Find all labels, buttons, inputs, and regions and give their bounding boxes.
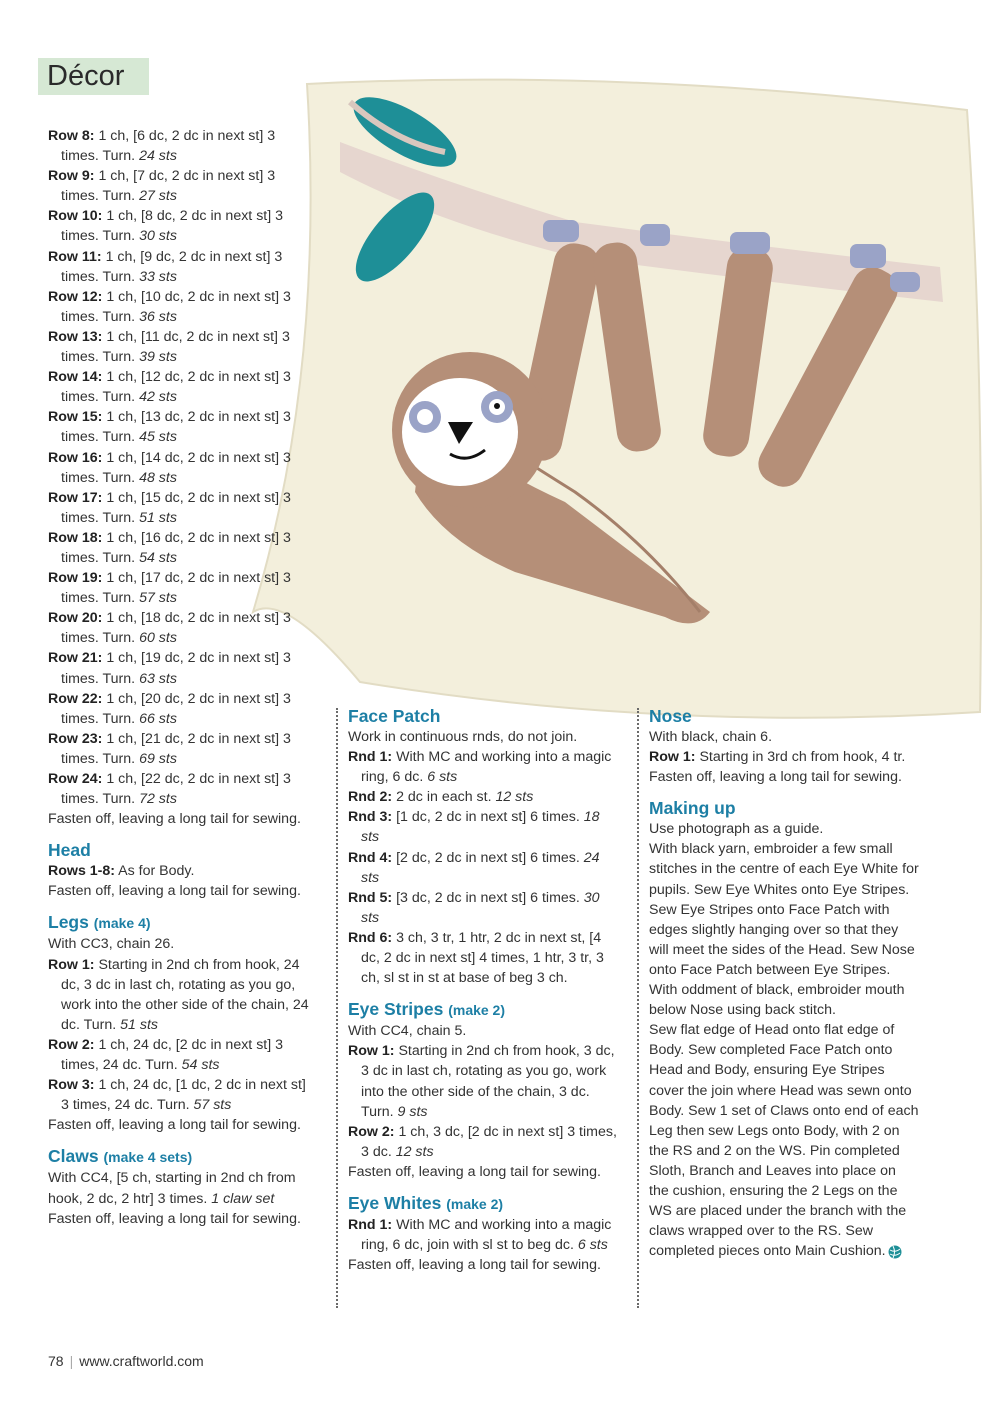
pattern-row: Row 9: 1 ch, [7 dc, 2 dc in next st] 3 times. Turn. 27 sts [48,168,276,205]
pattern-row: Row 11: 1 ch, [9 dc, 2 dc in next st] 3 times. Turn. 33 sts [48,248,283,285]
making-up-p2: With black yarn, embroider a few small stitches in the centre of each Eye White for pupils. Sew Eye Whites onto Eye Stripes. Sew Eye Stripes onto Face Patch with edges slightly hanging over so that they will meet the sides of the Head. Sew Nose onto Face Patch between Eye Stripes. With oddment of black, embroider mouth below Nose using back stitch. [649,841,919,1019]
section-tag: Décor [38,58,149,95]
column-divider [336,708,338,1308]
pattern-row: Row 23: 1 ch, [21 dc, 2 dc in next st] 3 times. Turn. 69 sts [48,730,291,767]
pattern-row: Row 17: 1 ch, [15 dc, 2 dc in next st] 3 times. Turn. 51 sts [48,489,291,526]
footer-url[interactable]: www.craftworld.com [79,1353,204,1369]
eye-whites-heading: Eye Whites (make 2) [348,1192,504,1213]
claws-fasten: Fasten off, leaving a long tail for sewing. [48,1210,301,1227]
pattern-row: Rnd 1: With MC and working into a magic ring, 6 dc, join with sl st to beg dc. 6 sts [348,1216,612,1254]
head-fasten: Fasten off, leaving a long tail for sewing. [48,883,301,900]
pattern-row: Row 2: 1 ch, 3 dc, [2 dc in next st] 3 times, 3 dc. 12 sts [348,1123,617,1160]
eye-stripes-rows [348,1041,620,1162]
pattern-row: Rnd 5: [3 dc, 2 dc in next st] 6 times. 30 sts [348,889,600,926]
face-patch-heading: Face Patch [348,706,441,726]
legs-intro: With CC3, chain 26. [48,936,175,953]
pattern-row: Row 22: 1 ch, [20 dc, 2 dc in next st] 3 times. Turn. 66 sts [48,690,291,727]
pattern-row: Row 14: 1 ch, [12 dc, 2 dc in next st] 3 times. Turn. 42 sts [48,369,291,406]
face-patch-rows [348,747,620,988]
eye-stripes-fasten: Fasten off, leaving a long tail for sewing. [348,1163,601,1180]
pattern-row: Row 15: 1 ch, [13 dc, 2 dc in next st] 3 times. Turn. 45 sts [48,409,291,446]
eye-stripes-heading: Eye Stripes (make 2) [348,999,506,1020]
making-up-p3: Sew flat edge of Head onto flat edge of Body. Sew completed Face Patch onto Head and Body, ensuring Eye Stripes cover the join where Head was sewn onto Body. Sew 1 set of Claws onto end of each Leg then sew Legs onto Body, with 2 on the RS and 2 on the WS. Pin completed Sloth, Branch and Leaves into place on the cushion, ensuring the 2 Legs on the WS are placed under the branch with the claws wrapped over to the RS. Sew completed pieces onto Main Cushion. [649,1022,919,1260]
pattern-row: Row 19: 1 ch, [17 dc, 2 dc in next st] 3 times. Turn. 57 sts [48,570,291,607]
pattern-row: Row 13: 1 ch, [11 dc, 2 dc in next st] 3 times. Turn. 39 sts [48,328,290,366]
legs-rows [48,955,316,1116]
pattern-row: Row 2: 1 ch, 24 dc, [2 dc in next st] 3 times, 24 dc. Turn. 54 sts [48,1036,283,1074]
pattern-row: Row 18: 1 ch, [16 dc, 2 dc in next st] 3 times. Turn. 54 sts [48,529,291,566]
sloth-cushion-photo [245,72,997,722]
claws-heading: Claws (make 4 sets) [48,1146,193,1167]
face-patch-intro: Work in continuous rnds, do not join. [348,729,578,745]
making-up-heading: Making up [649,798,736,819]
pattern-row: Row 12: 1 ch, [10 dc, 2 dc in next st] 3 times. Turn. 36 sts [48,288,291,325]
column-divider [637,708,639,1308]
pattern-row: Row 8: 1 ch, [6 dc, 2 dc in next st] 3 times. Turn. 24 sts [48,128,276,165]
pattern-row: Row 10: 1 ch, [8 dc, 2 dc in next st] 3 times. Turn. 30 sts [48,208,283,245]
pattern-row: Row 1: Starting in 2nd ch from hook, 24 dc, 3 dc in last ch, rotating as you go, work into the other side of the chain, 24 dc. Turn. 51 sts [48,956,309,1033]
body-fasten: Fasten off, leaving a long tail for sewing. [48,811,301,828]
eye-whites-fasten: Fasten off, leaving a long tail for sewing. [348,1257,601,1274]
head-row: Rows 1-8: As for Body. [48,863,195,880]
pattern-row: Row 1: Starting in 2nd ch from hook, 3 dc, 3 dc in last ch, rotating as you go, work into the other side of the chain, 3 dc. Turn. 9 sts [348,1043,615,1120]
pattern-row: Row 3: 1 ch, 24 dc, [1 dc, 2 dc in next st] 3 times, 24 dc. Turn. 57 sts [48,1077,306,1114]
nose-intro: With black, chain 6. [649,729,773,745]
making-up-p1: Use photograph as a guide. [649,821,824,838]
pattern-row: Row 20: 1 ch, [18 dc, 2 dc in next st] 3 times. Turn. 60 sts [48,610,291,647]
column-1 [48,126,316,1229]
claws-intro: With CC4, [5 ch, starting in 2nd ch from hook, 2 dc, 2 htr] 3 times. 1 claw set [48,1170,296,1207]
pattern-row: Rnd 1: With MC and working into a magic ring, 6 dc. 6 sts [348,749,612,786]
pattern-row: Row 24: 1 ch, [22 dc, 2 dc in next st] 3 times. Turn. 72 sts [48,771,291,808]
footer: 78 | www.craftworld.com [48,1353,204,1369]
nose-heading: Nose [649,706,692,726]
nose-fasten: Fasten off, leaving a long tail for sewing. [649,769,902,786]
legs-heading: Legs (make 4) [48,912,151,933]
legs-fasten: Fasten off, leaving a long tail for sewing. [48,1117,301,1134]
pattern-row: Rnd 6: 3 ch, 3 tr, 1 htr, 2 dc in next st, [4 dc, 2 dc in next st] 4 times, 1 htr, 3 tr, 3 ch, sl st in st at base of beg 3 ch. [348,929,604,987]
nose-row: Row 1: Starting in 3rd ch from hook, 4 tr. [649,749,906,766]
pattern-row: Row 16: 1 ch, [14 dc, 2 dc in next st] 3 times. Turn. 48 sts [48,449,291,486]
eye-whites-rows [348,1215,620,1255]
eye-stripes-intro: With CC4, chain 5. [348,1023,467,1040]
yarn-ball-icon [888,1245,902,1259]
column-2 [348,705,620,1275]
pattern-row: Rnd 2: 2 dc in each st. 12 sts [348,789,534,806]
pattern-row: Rnd 4: [2 dc, 2 dc in next st] 6 times. 24 sts [348,849,600,886]
page-number: 78 [48,1353,64,1369]
head-heading: Head [48,840,91,861]
body-rows [48,126,316,809]
pattern-row: Row 21: 1 ch, [19 dc, 2 dc in next st] 3 times. Turn. 63 sts [48,650,291,687]
pattern-row: Rnd 3: [1 dc, 2 dc in next st] 6 times. 18 sts [348,809,600,846]
column-3 [649,705,919,1261]
